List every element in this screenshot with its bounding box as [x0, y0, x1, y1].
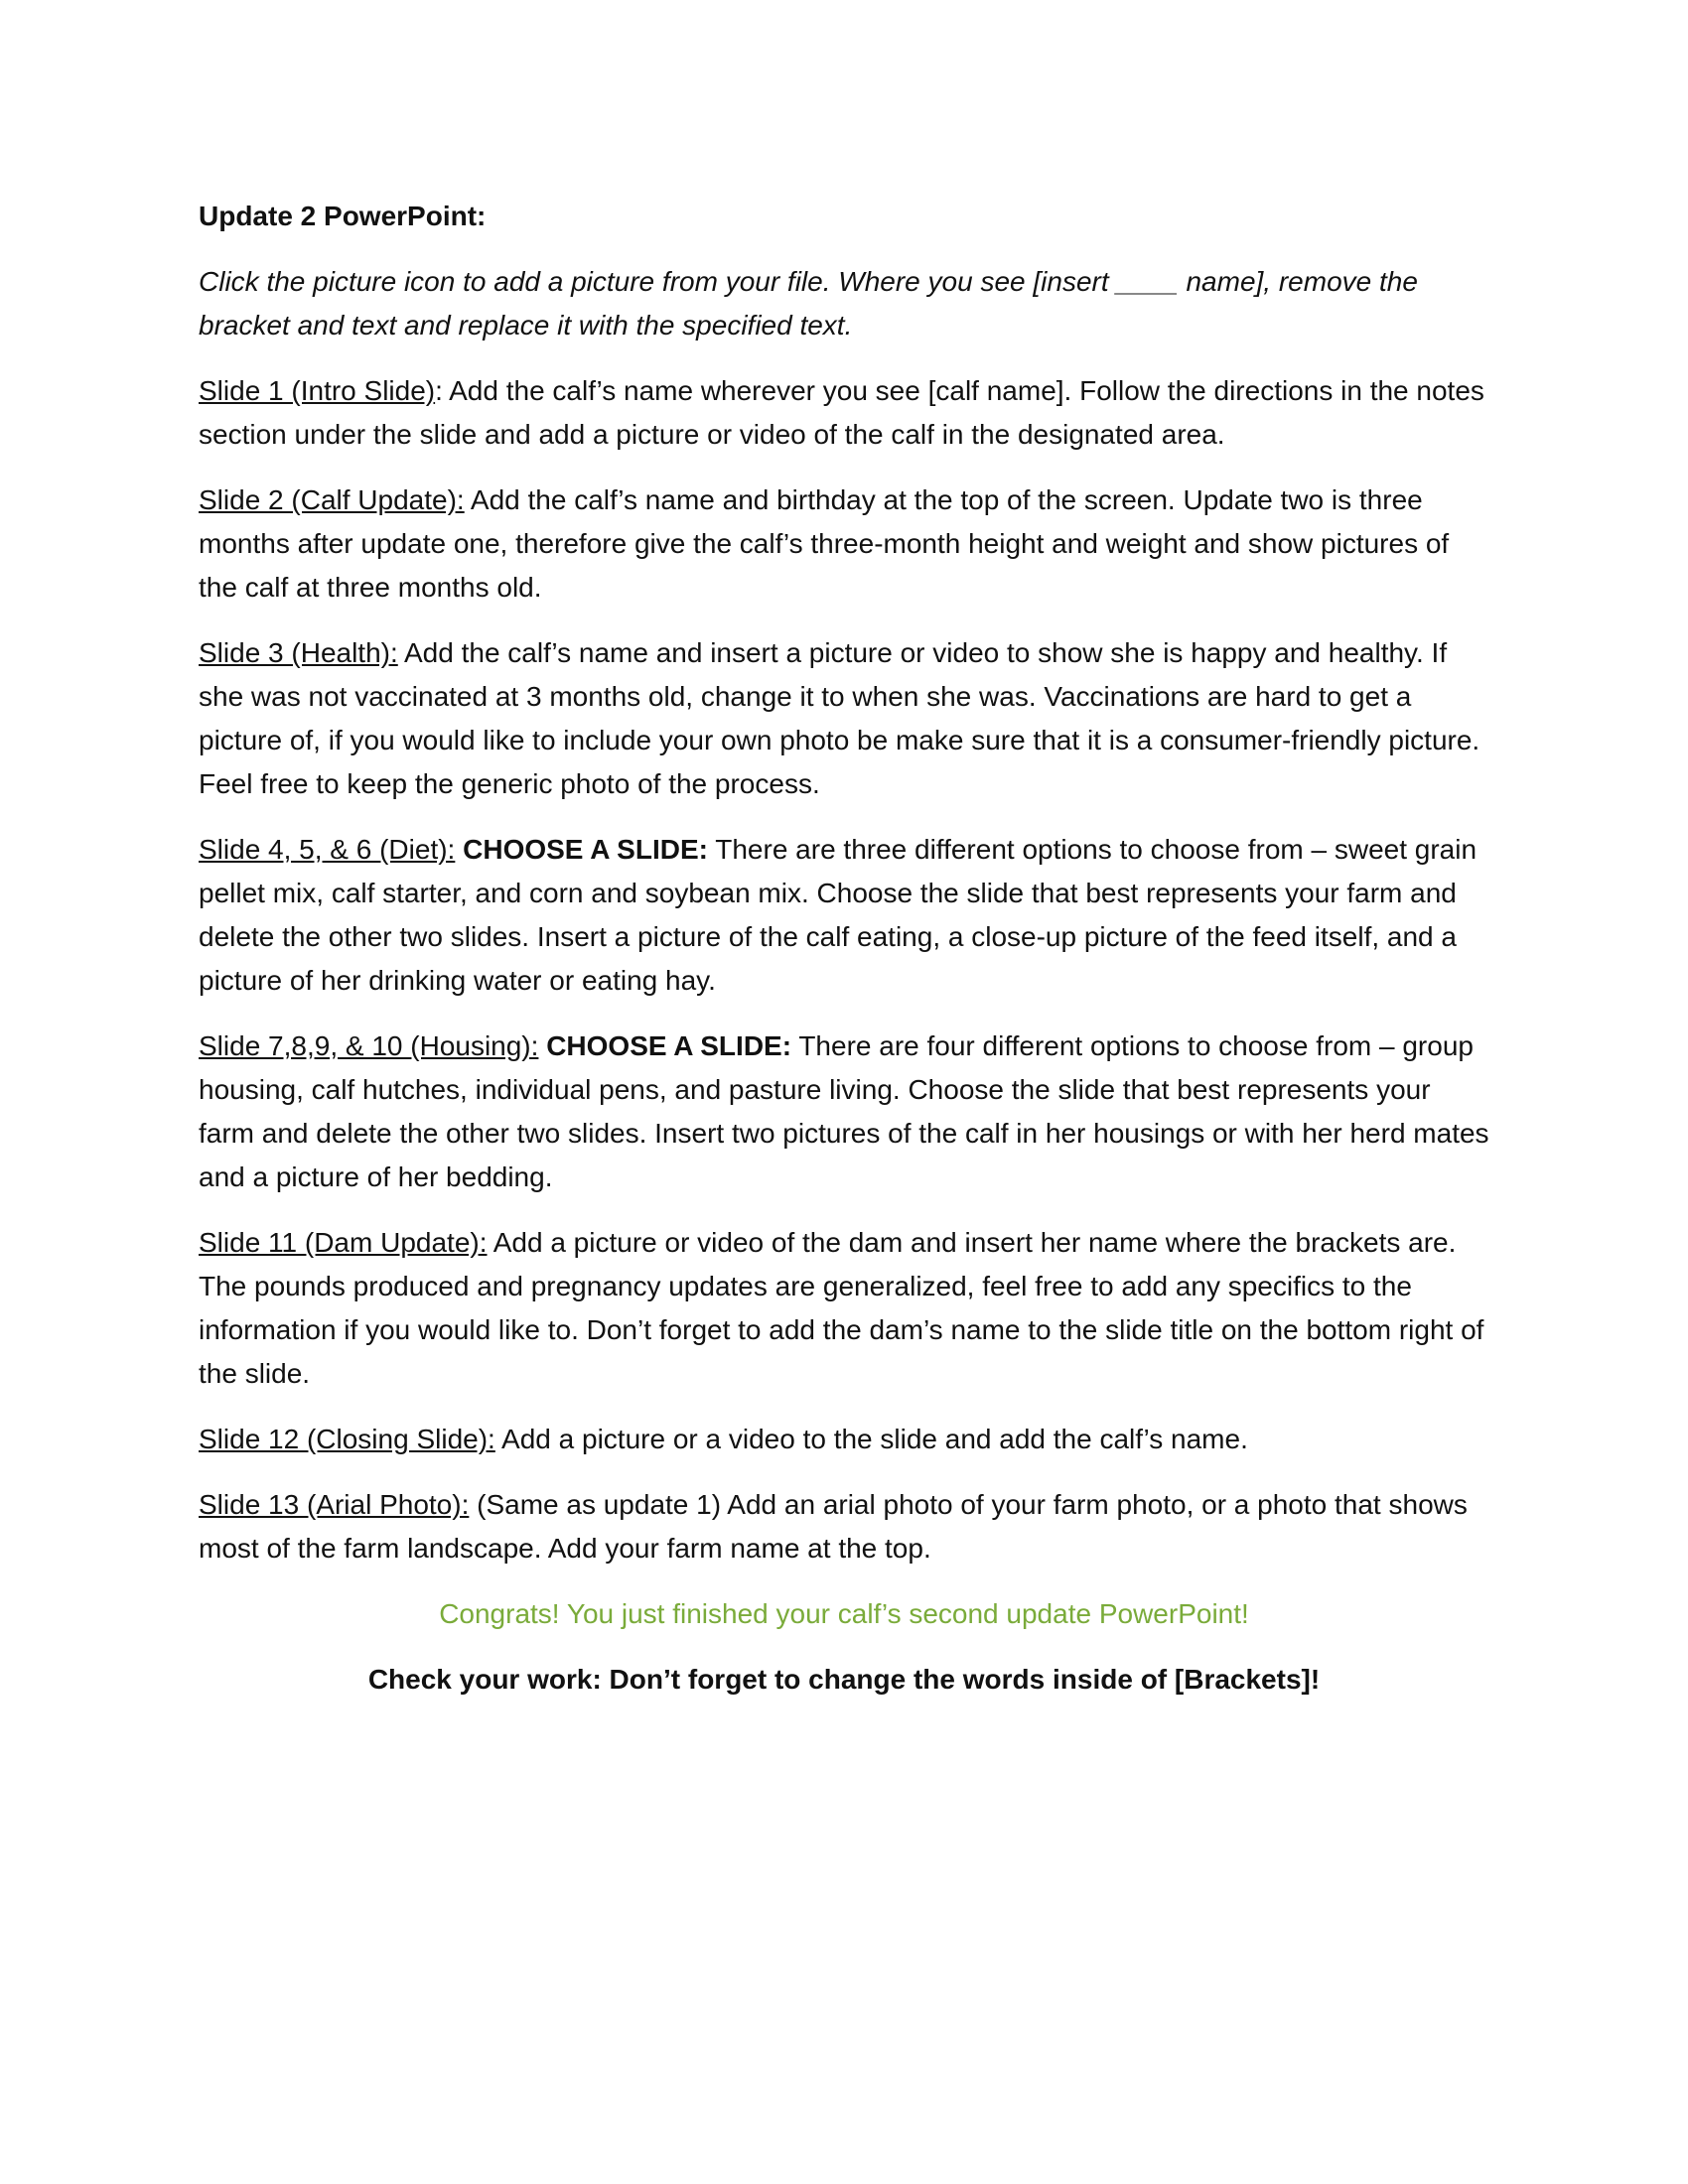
congrats-message: Congrats! You just finished your calf’s second update PowerPoint!	[439, 1598, 1249, 1629]
section-text: There are four different options to choose from – group housing, calf hutches, individual pens, and pasture living. Choose the slide that best represents your farm and delete the other two slides. Insert two pictures of the calf in her housings or with her herd mates and a picture of her bedding.	[199, 1030, 1489, 1192]
section-label: Slide 7,8,9, & 10 (Housing):	[199, 1030, 539, 1061]
section-slide-12	[199, 1418, 1489, 1461]
section-text: : Add the calf’s name wherever you see [calf name]. Follow the directions in the notes section under the slide and add a picture or video of the calf in the designated area.	[199, 375, 1484, 450]
section-slide-1	[199, 369, 1489, 457]
section-label: Slide 11 (Dam Update):	[199, 1227, 488, 1258]
section-label: Slide 4, 5, & 6 (Diet):	[199, 834, 456, 865]
section-text: (Same as update 1) Add an arial photo of your farm photo, or a photo that shows most of the farm landscape. Add your farm name at the top.	[199, 1489, 1468, 1564]
section-text: Add a picture or a video to the slide and add the calf’s name.	[494, 1424, 1248, 1454]
section-emphasis: CHOOSE A SLIDE:	[538, 1030, 792, 1061]
section-label: Slide 13 (Arial Photo):	[199, 1489, 470, 1520]
section-label: Slide 1 (Intro Slide)	[199, 375, 436, 406]
section-text: Add the calf’s name and birthday at the top of the screen. Update two is three months after update one, therefore give the calf’s three-month height and weight and show pictures of the calf at three months old.	[199, 484, 1450, 603]
section-slide-7-10	[199, 1024, 1489, 1199]
section-slide-3	[199, 631, 1489, 806]
document-page	[199, 195, 1489, 1702]
check-work-reminder: Check your work: Don’t forget to change the words inside of [Brackets]!	[367, 1664, 1321, 1695]
section-text: There are three different options to choose from – sweet grain pellet mix, calf starter, and corn and soybean mix. Choose the slide that best represents your farm and delete the other two slides. Insert a picture of the calf eating, a close-up picture of the feed itself, and a picture of her drinking water or eating hay.	[199, 834, 1477, 996]
section-slide-4-6	[199, 828, 1489, 1003]
intro-instructions: Click the picture icon to add a picture from your file. Where you see [insert ____ name], remove the bracket and text and replace it with the specified text.	[199, 266, 1418, 341]
section-slide-13	[199, 1483, 1489, 1570]
section-slide-11	[199, 1221, 1489, 1396]
section-label: Slide 3 (Health):	[199, 637, 398, 668]
section-slide-2	[199, 478, 1489, 610]
section-label: Slide 12 (Closing Slide):	[199, 1424, 495, 1454]
section-label: Slide 2 (Calf Update):	[199, 484, 465, 515]
section-emphasis: CHOOSE A SLIDE:	[455, 834, 708, 865]
section-text: Add the calf’s name and insert a picture or video to show she is happy and healthy. If she was not vaccinated at 3 months old, change it to when she was. Vaccinations are hard to get a picture of, if you would like to include your own photo be make sure that it is a consumer-friendly picture. Feel free to keep the generic photo of the process.	[199, 637, 1480, 799]
document-heading: Update 2 PowerPoint:	[199, 201, 487, 231]
section-text: Add a picture or video of the dam and insert her name where the brackets are. The pounds produced and pregnancy updates are generalized, feel free to add any specifics to the information if you would like to. Don’t forget to add the dam’s name to the slide title on the bottom right of the slide.	[199, 1227, 1484, 1389]
